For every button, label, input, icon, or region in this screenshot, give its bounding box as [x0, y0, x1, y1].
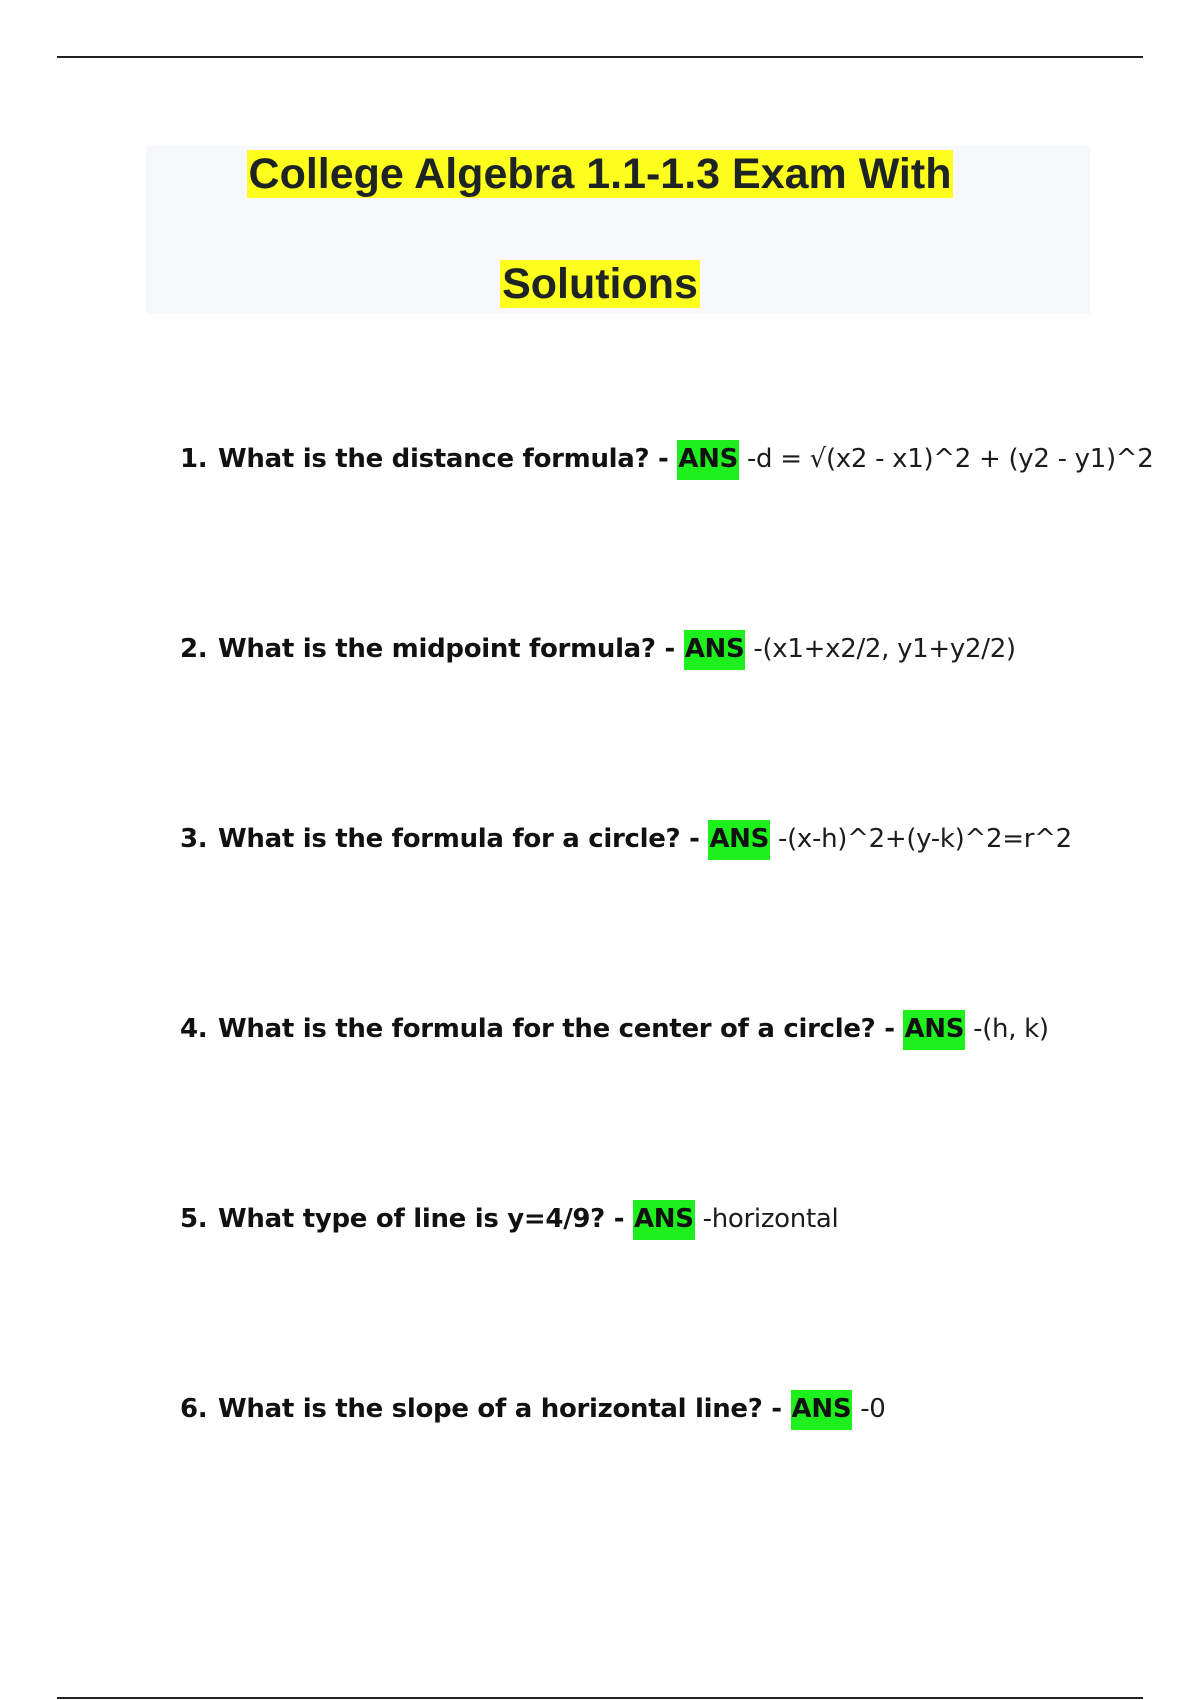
question-number: 1.	[180, 444, 208, 474]
question-number: 2.	[180, 634, 208, 664]
question-text: What is the formula for a circle? -	[218, 824, 709, 854]
page-title-line-1	[0, 146, 1200, 202]
question-number: 5.	[180, 1204, 208, 1234]
answer-tag: ANS	[903, 1010, 965, 1050]
question-text: What is the distance formula? -	[218, 444, 678, 474]
page-title-line-2	[0, 256, 1200, 312]
question-number: 4.	[180, 1014, 208, 1044]
answer-tag: ANS	[791, 1390, 853, 1430]
bottom-rule	[57, 1697, 1143, 1699]
question-number: 3.	[180, 824, 208, 854]
question-text: What is the midpoint formula? -	[218, 634, 684, 664]
question-item-2	[180, 627, 1140, 671]
answer-text: -(h, k)	[965, 1014, 1049, 1044]
title-highlight-1: College Algebra 1.1-1.3 Exam With	[248, 150, 952, 198]
answer-text: -(x1+x2/2, y1+y2/2)	[745, 634, 1016, 664]
answer-tag: ANS	[684, 630, 746, 670]
question-item-5	[180, 1197, 1140, 1241]
question-item-4	[180, 1007, 1140, 1051]
answer-tag: ANS	[677, 440, 739, 480]
question-item-6	[180, 1387, 1140, 1431]
answer-text: -horizontal	[694, 1204, 839, 1234]
question-item-3	[180, 817, 1140, 861]
title-highlight-2: Solutions	[502, 260, 698, 308]
answer-tag: ANS	[708, 820, 770, 860]
answer-text: -d = √(x2 - x1)^2 + (y2 - y1)^2	[739, 444, 1154, 474]
answer-text: -(x-h)^2+(y-k)^2=r^2	[770, 824, 1072, 854]
answer-tag: ANS	[633, 1200, 695, 1240]
question-text: What is the slope of a horizontal line? -	[218, 1394, 791, 1424]
top-rule	[57, 56, 1143, 58]
question-item-1	[180, 437, 1154, 481]
answer-text: -0	[852, 1394, 886, 1424]
question-number: 6.	[180, 1394, 208, 1424]
question-text: What type of line is y=4/9? -	[218, 1204, 633, 1234]
question-text: What is the formula for the center of a circle? -	[218, 1014, 904, 1044]
